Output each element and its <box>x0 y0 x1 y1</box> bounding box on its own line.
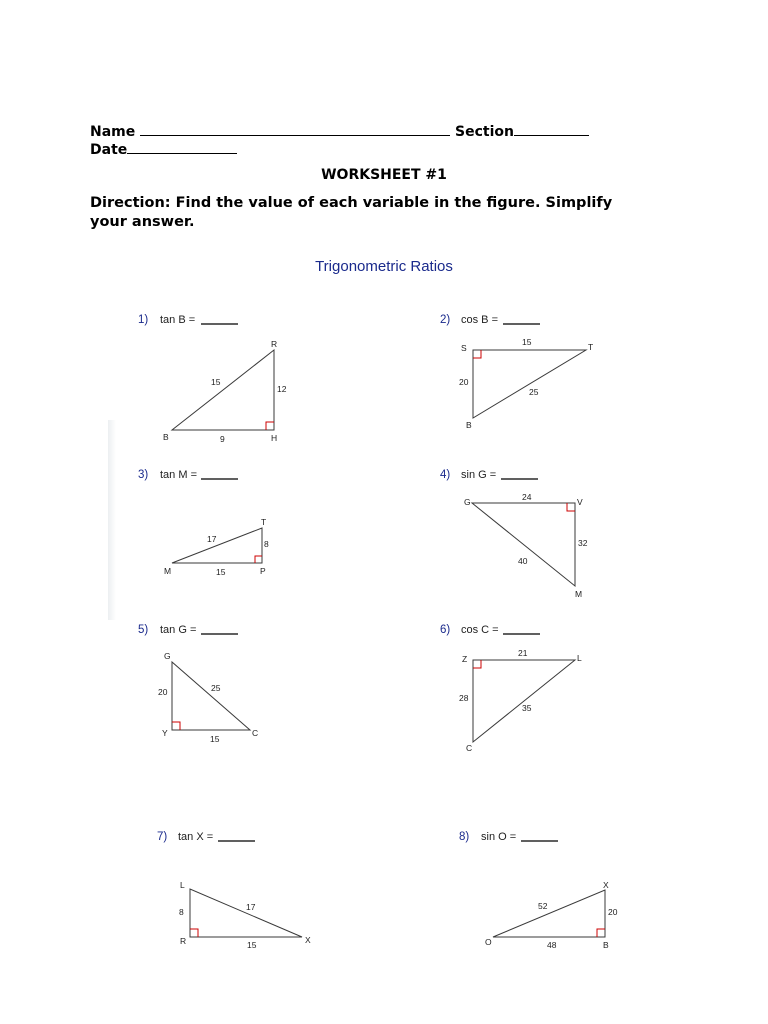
problem-4 <box>440 469 588 599</box>
problem-4-side-top: 24 <box>522 492 532 502</box>
problem-7-vertex-r: R <box>180 936 187 946</box>
section-title: Trigonometric Ratios <box>315 258 453 275</box>
problem-4-side-right: 32 <box>578 538 588 548</box>
problem-6-right-angle <box>473 660 481 668</box>
problem-8-triangle <box>493 890 605 937</box>
problem-8-prompt: sin O = <box>481 831 517 843</box>
problem-8-vertex-x: X <box>603 880 609 890</box>
problem-5-vertex-c: C <box>252 728 259 738</box>
problem-5-prompt: tan G = <box>160 624 197 636</box>
problem-5-vertex-g: G <box>164 651 171 661</box>
problem-3-vertex-p: P <box>260 566 266 576</box>
problem-1-triangle <box>172 350 274 430</box>
problem-1 <box>138 314 287 444</box>
problem-1-vertex-h: H <box>271 433 278 443</box>
problem-1-side-hyp: 15 <box>211 377 221 387</box>
problem-4-vertex-g: G <box>464 497 471 507</box>
problem-3-side-base: 15 <box>216 567 226 577</box>
problem-2-triangle <box>473 350 586 418</box>
problem-3-right-angle <box>255 556 262 563</box>
problem-2-prompt: cos B = <box>461 314 498 326</box>
problem-3-number: 3) <box>138 469 149 481</box>
problem-3-triangle <box>172 528 262 563</box>
section-label: Section <box>455 124 514 140</box>
problem-7-side-base: 15 <box>247 940 257 950</box>
problem-3 <box>138 469 269 577</box>
problem-5-triangle <box>172 662 250 730</box>
problem-7-number: 7) <box>157 831 168 843</box>
problem-5-vertex-y: Y <box>162 728 168 738</box>
problem-8-side-base: 48 <box>547 940 557 950</box>
problem-7-side-hyp: 17 <box>246 902 256 912</box>
problem-6-triangle <box>473 660 575 742</box>
problem-6-vertex-l: L <box>577 653 582 663</box>
problem-4-vertex-v: V <box>577 497 583 507</box>
problem-1-prompt: tan B = <box>160 314 196 326</box>
worksheet-title: WORKSHEET #1 <box>321 167 447 183</box>
problem-6-prompt: cos C = <box>461 624 499 636</box>
problem-1-side-vert: 12 <box>277 384 287 394</box>
problem-1-vertex-b: B <box>163 432 169 442</box>
problem-8-vertex-b: B <box>603 940 609 950</box>
problem-6-vertex-z: Z <box>462 654 468 664</box>
problem-7-right-angle <box>190 929 198 937</box>
problem-5 <box>138 624 258 744</box>
problem-4-number: 4) <box>440 469 451 481</box>
problem-5-side-left: 20 <box>158 687 168 697</box>
problem-6-side-top: 21 <box>518 648 528 658</box>
problem-5-right-angle <box>172 722 180 730</box>
problem-1-side-base: 9 <box>220 434 225 444</box>
problem-8 <box>459 831 618 950</box>
problem-6-side-left: 28 <box>459 693 469 703</box>
date-label: Date <box>90 142 128 158</box>
problem-3-side-hyp: 17 <box>207 534 217 544</box>
problem-6 <box>440 624 582 753</box>
problem-2-right-angle <box>473 350 481 358</box>
problem-6-side-hyp: 35 <box>522 703 532 713</box>
problem-4-triangle <box>472 503 575 586</box>
problem-7-vertex-l: L <box>180 880 185 890</box>
problem-4-vertex-m: M <box>575 589 583 599</box>
problem-7-prompt: tan X = <box>178 831 214 843</box>
problem-3-vertex-t: T <box>261 517 267 527</box>
problem-5-side-base: 15 <box>210 734 220 744</box>
problem-5-number: 5) <box>138 624 149 636</box>
problem-2-side-top: 15 <box>522 337 532 347</box>
problem-2-side-hyp: 25 <box>529 387 539 397</box>
problem-2-vertex-t: T <box>588 342 594 352</box>
problem-8-vertex-o: O <box>485 937 492 947</box>
problem-1-right-angle <box>266 422 274 430</box>
problem-4-side-hyp: 40 <box>518 556 528 566</box>
problem-5-side-hyp: 25 <box>211 683 221 693</box>
problem-2-vertex-b: B <box>466 420 472 430</box>
problem-1-number: 1) <box>138 314 149 326</box>
problem-3-vertex-m: M <box>164 566 172 576</box>
problem-6-number: 6) <box>440 624 451 636</box>
problem-2 <box>440 314 593 430</box>
problem-7-side-left: 8 <box>179 907 184 917</box>
problem-8-number: 8) <box>459 831 470 843</box>
direction-text: Direction: Find the value of each variable in the figure. Simplify your answer. <box>90 195 613 230</box>
problem-2-vertex-s: S <box>461 343 467 353</box>
problem-8-side-hyp: 52 <box>538 901 548 911</box>
problem-6-vertex-c: C <box>466 743 473 753</box>
problem-3-side-vert: 8 <box>264 539 269 549</box>
problem-4-prompt: sin G = <box>461 469 497 481</box>
name-label: Name <box>90 124 136 140</box>
problem-7-triangle <box>190 889 302 937</box>
problem-2-number: 2) <box>440 314 451 326</box>
problem-2-side-left: 20 <box>459 377 469 387</box>
problem-8-side-right: 20 <box>608 907 618 917</box>
problem-7 <box>157 831 311 950</box>
problem-3-prompt: tan M = <box>160 469 197 481</box>
problem-8-right-angle <box>597 929 605 937</box>
problem-1-vertex-r: R <box>271 339 278 349</box>
problem-4-right-angle <box>567 503 575 511</box>
problem-7-vertex-x: X <box>305 935 311 945</box>
